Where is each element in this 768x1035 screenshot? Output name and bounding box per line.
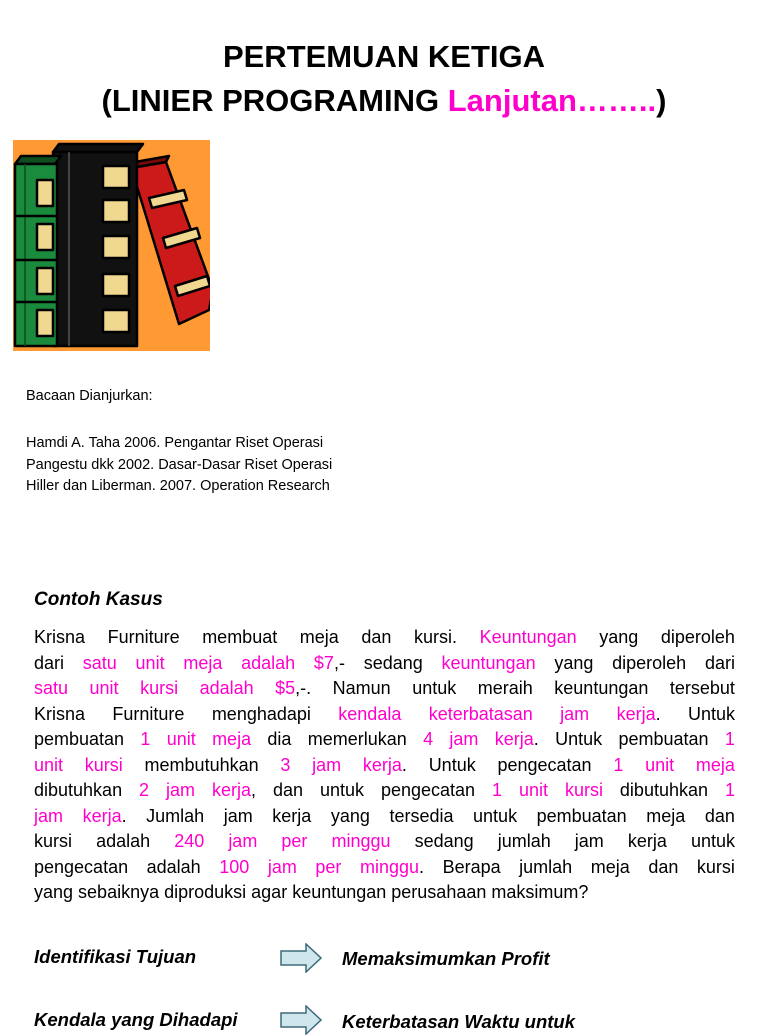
paragraph-word: jam xyxy=(34,805,64,826)
paragraph-word: 1 xyxy=(724,729,735,749)
paragraph-word: meja xyxy=(590,856,630,877)
case-title: Contoh Kasus xyxy=(34,589,163,610)
paragraph-word: kendala xyxy=(338,703,402,724)
paragraph-word: kursi xyxy=(34,831,73,851)
paragraph-word: tersebut xyxy=(669,678,735,698)
paragraph-line xyxy=(34,625,735,651)
paragraph-word: per xyxy=(281,831,308,851)
paragraph-word: 240 xyxy=(174,831,205,851)
paragraph-line xyxy=(34,753,735,779)
paragraph-word: maksimum? xyxy=(491,882,589,902)
paragraph-word: 1 xyxy=(613,754,624,775)
paragraph-word: jam xyxy=(560,703,590,724)
paragraph-line xyxy=(34,778,735,804)
paragraph-word: jam xyxy=(166,780,196,800)
paragraph-word: 4 xyxy=(423,729,434,749)
paragraph-line xyxy=(34,676,735,702)
paragraph-line xyxy=(34,880,735,906)
paragraph-word: dan xyxy=(648,856,679,877)
page-title-line2 xyxy=(0,82,768,120)
paragraph-word: unit xyxy=(89,678,119,698)
paragraph-word: unit xyxy=(166,729,196,749)
paragraph-word: dari xyxy=(704,652,735,673)
paragraph-word: Untuk xyxy=(428,754,476,775)
paragraph-word: keterbatasan xyxy=(428,703,533,724)
paragraph-word: minggu. xyxy=(359,856,425,877)
paragraph-word: 2 xyxy=(139,780,150,800)
paragraph-line xyxy=(34,651,735,677)
paragraph-word: meja xyxy=(183,652,223,673)
paragraph-word: Furniture xyxy=(107,627,180,647)
paragraph-word: Jumlah xyxy=(146,805,205,826)
paragraph-word: pengecatan xyxy=(380,780,476,800)
paragraph-word: Berapa xyxy=(442,856,501,877)
paragraph-word: minggu xyxy=(331,831,391,851)
paragraph-word: meraih xyxy=(477,678,533,698)
paragraph-word: pembuatan xyxy=(618,729,709,749)
paragraph-word: keuntungan xyxy=(554,678,649,698)
paragraph-word: jam xyxy=(223,805,253,826)
paragraph-word: diperoleh xyxy=(612,652,687,673)
paragraph-word: per xyxy=(315,856,342,877)
goal-label: Identifikasi Tujuan xyxy=(34,946,197,967)
goal-value: Memaksimumkan Profit xyxy=(342,948,550,969)
paragraph-word: meja xyxy=(212,729,252,749)
paragraph-word: dia xyxy=(267,729,292,749)
paragraph-word: adalah xyxy=(96,831,151,851)
paragraph-word: diperoleh xyxy=(660,627,735,647)
paragraph-word: meja xyxy=(299,627,339,647)
paragraph-word: kerja. xyxy=(362,754,407,775)
paragraph-word: kerja. xyxy=(494,729,539,749)
paragraph-word: adalah xyxy=(199,678,254,698)
paragraph-line xyxy=(34,804,735,830)
paragraph-word: tersedia xyxy=(389,805,454,826)
paragraph-word: pengecatan xyxy=(34,856,129,877)
paragraph-word: dari xyxy=(34,652,65,673)
paragraph-word: kerja, xyxy=(211,780,256,800)
paragraph-word: sedang xyxy=(414,831,474,851)
paragraph-word: keuntungan xyxy=(441,652,536,673)
paragraph-word: keuntungan xyxy=(292,882,387,902)
paragraph-word: 100 xyxy=(219,856,250,877)
reference-item: Hamdi A. Taha 2006. Pengantar Riset Operasi xyxy=(26,435,324,451)
books-icon xyxy=(13,140,210,351)
paragraph-word: untuk xyxy=(473,805,518,826)
paragraph-word: jumlah xyxy=(519,856,573,877)
paragraph-word: Keuntungan xyxy=(479,627,577,647)
paragraph-word: dibutuhkan xyxy=(34,780,123,800)
paragraph-word: Untuk xyxy=(687,703,735,724)
paragraph-word: jam xyxy=(574,831,604,851)
constraint-value: Keterbatasan Waktu untuk xyxy=(342,1011,576,1032)
paragraph-word: untuk xyxy=(690,831,735,851)
paragraph-word: adalah xyxy=(241,652,296,673)
paragraph-word: yang xyxy=(599,627,639,647)
paragraph-word: kursi xyxy=(696,856,735,877)
paragraph-word: diproduksi xyxy=(164,882,247,902)
paragraph-word: Untuk xyxy=(555,729,603,749)
paragraph-line xyxy=(34,829,735,855)
paragraph-line xyxy=(34,727,735,753)
paragraph-word: untuk xyxy=(319,780,364,800)
reference-item: Pangestu dkk 2002. Dasar-Dasar Riset Operasi xyxy=(26,456,333,473)
paragraph-word: $5,-. xyxy=(275,678,312,698)
references-heading: Bacaan Dianjurkan: xyxy=(26,388,153,404)
paragraph-word: kursi. xyxy=(413,627,457,647)
paragraph-word: untuk xyxy=(412,678,457,698)
paragraph-word: dibutuhkan xyxy=(619,780,708,800)
paragraph-word: Namun xyxy=(332,678,391,698)
paragraph-word: kursi xyxy=(84,754,123,775)
paragraph-word: jam xyxy=(267,856,297,877)
references-list xyxy=(26,433,332,498)
paragraph-word: membutuhkan xyxy=(144,754,259,775)
paragraph-word: kursi xyxy=(140,678,179,698)
paragraph-word: unit xyxy=(135,652,165,673)
title-close: ) xyxy=(656,83,667,118)
paragraph-word: pembuatan xyxy=(34,729,125,749)
paragraph-word: membuat xyxy=(202,627,278,647)
page-title-line1: PERTEMUAN KETIGA xyxy=(222,39,546,74)
paragraph-word: sebaiknya xyxy=(78,882,160,902)
paragraph-word: unit xyxy=(645,754,675,775)
paragraph-word: unit xyxy=(34,754,64,775)
paragraph-word: unit xyxy=(518,780,548,800)
reference-item: Hiller dan Liberman. 2007. Operation Research xyxy=(26,478,330,494)
paragraph-word: jam xyxy=(228,831,258,851)
paragraph-word: adalah xyxy=(146,856,201,877)
paragraph-word: dan xyxy=(704,805,735,826)
paragraph-word: menghadapi xyxy=(211,703,311,724)
paragraph-word: sedang xyxy=(363,652,423,673)
paragraph-word: 1 xyxy=(724,780,735,800)
paragraph-word: $7,- xyxy=(313,652,345,673)
paragraph-word: jam xyxy=(312,754,342,775)
right-arrow-icon xyxy=(280,943,322,973)
paragraph-word: kursi xyxy=(564,780,603,800)
paragraph-word: perusahaan xyxy=(391,882,487,902)
paragraph-word: satu xyxy=(82,652,117,673)
paragraph-word: Krisna xyxy=(34,703,86,724)
paragraph-line xyxy=(34,855,735,881)
paragraph-word: 3 xyxy=(280,754,291,775)
paragraph-word: memerlukan xyxy=(307,729,407,749)
paragraph-word: dan xyxy=(272,780,303,800)
paragraph-word: kerja. xyxy=(82,805,127,826)
paragraph-word: yang xyxy=(330,805,370,826)
case-paragraph xyxy=(34,625,735,906)
paragraph-word: satu xyxy=(34,678,69,698)
constraint-label: Kendala yang Dihadapi xyxy=(34,1009,238,1030)
paragraph-word: 1 xyxy=(492,780,503,800)
paragraph-word: 1 xyxy=(140,729,151,749)
paragraph-word: kerja xyxy=(627,831,667,851)
paragraph-word: meja xyxy=(695,754,735,775)
paragraph-word: Krisna xyxy=(34,627,86,647)
paragraph-word: agar xyxy=(251,882,288,902)
paragraph-word: dan xyxy=(361,627,392,647)
paragraph-word: jumlah xyxy=(497,831,551,851)
paragraph-word: kerja xyxy=(272,805,312,826)
paragraph-word: Furniture xyxy=(112,703,185,724)
title-highlight: Lanjutan…….. xyxy=(447,83,657,118)
title-open: (LINIER PROGRAMING xyxy=(101,83,448,118)
paragraph-word: pengecatan xyxy=(497,754,592,775)
paragraph-word: yang xyxy=(34,882,74,902)
right-arrow-icon xyxy=(280,1005,322,1035)
paragraph-word: yang xyxy=(554,652,594,673)
paragraph-word: meja xyxy=(646,805,686,826)
paragraph-word: kerja. xyxy=(616,703,661,724)
paragraph-word: pembuatan xyxy=(536,805,627,826)
paragraph-line xyxy=(34,702,735,728)
paragraph-word: jam xyxy=(449,729,479,749)
